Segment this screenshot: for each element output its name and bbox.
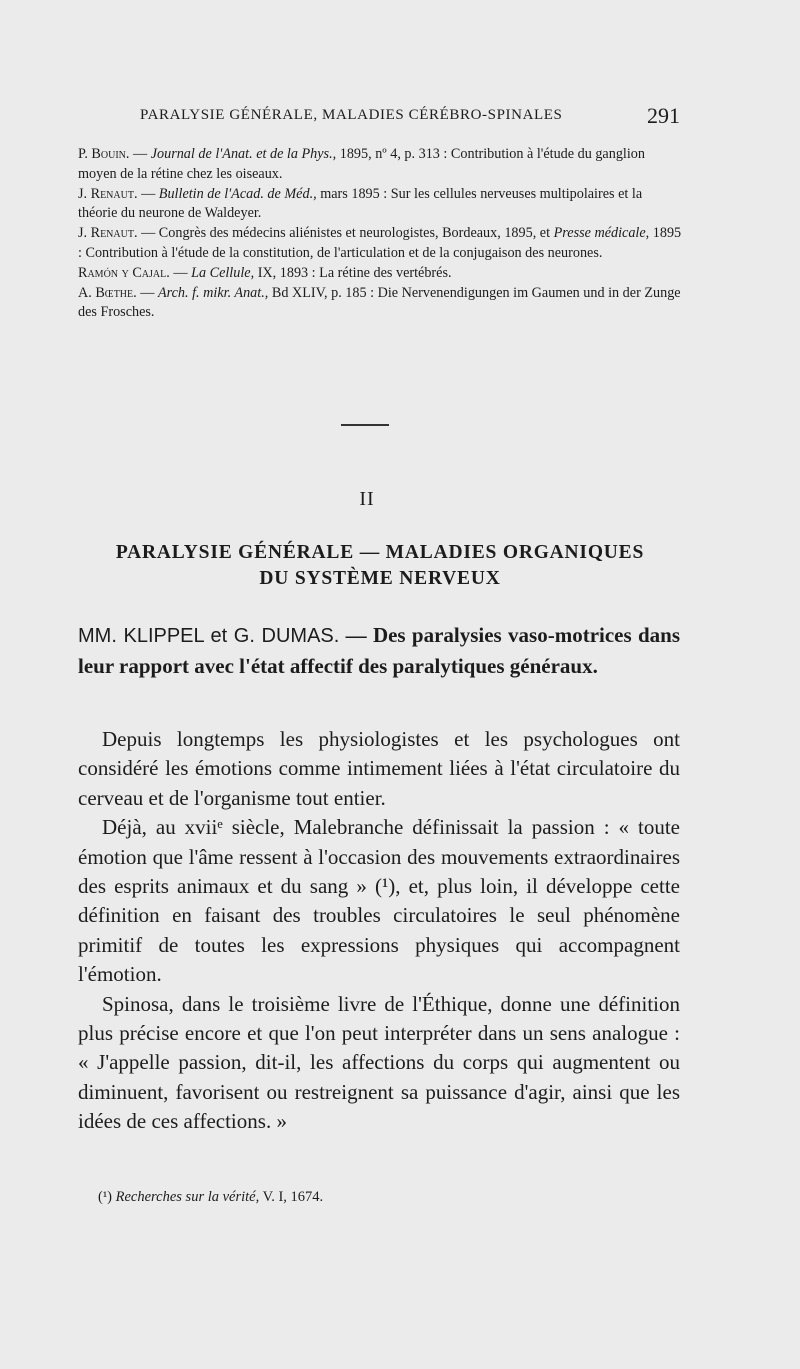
reference-text: 1895, nº 4, p. 313 : Contribution à l'étude du ganglion moyen de la rétine chez les oiseaux. (78, 146, 645, 182)
footnote (98, 1189, 323, 1206)
running-title: PARALYSIE GÉNÉRALE, MALADIES CÉRÉBRO-SPINALES (140, 107, 563, 123)
body-paragraph: Déjà, au xviiᵉ siècle, Malebranche définissait la passion : « toute émotion que l'âme ressent à l'occasion des mouvements extraordinaires des esprits animaux et du sang » (¹), et, plus loin, il développe cette définition en faisant des troubles circulatoires le seul phénomène primitif de toutes les expressions physiques qui accompagnent l'émotion. (78, 815, 680, 987)
section-title-line: DU SYSTÈME NERVEUX (259, 568, 501, 589)
article-title: Des paralysies vaso-motrices dans leur rapport avec l'état affectif des paralytiques généraux. (78, 623, 680, 678)
reference-journal: Journal de l'Anat. et de la Phys., (150, 146, 337, 162)
section-title (80, 540, 680, 592)
reference-journal: Presse médicale, (553, 225, 650, 242)
reference-separator: — (129, 146, 151, 162)
reference-journal: Bulletin de l'Acad. de Méd., (158, 185, 317, 202)
footnote-detail: V. I, 1674. (259, 1189, 324, 1205)
reference-journal: La Cellule, (191, 264, 255, 281)
reference-author: J. Renaut. (78, 225, 138, 242)
reference-text: mars 1895 : Sur les cellules nerveuses multipolaires et la théorie du neurone de Waldeyer. (78, 185, 643, 222)
article-dash: — (339, 623, 373, 647)
footnote-marker: (¹) (98, 1189, 113, 1205)
article-body (78, 725, 680, 1137)
reference-entry (78, 145, 683, 185)
section-number: II (359, 488, 375, 510)
reference-text: 1895 : Contribution à l'étude de la constitution, de l'articulation et de la conjugaison des neurones. (78, 225, 682, 261)
section-divider-rule (341, 424, 389, 426)
body-paragraph: Spinosa, dans le troisième livre de l'Éthique, donne une définition plus précise encore et que l'on peut interpréter dans un sens analogue : « J'appelle passion, dit-il, les affections du corps qui augmentent ou diminuent, favorisent ou restreignent sa puissance d'agir, ainsi que les idées de ces affections. » (78, 991, 680, 1134)
body-paragraph: Depuis longtemps les physiologistes et les psychologues ont considéré les émotions comme intimement liées à l'état circulatoire du cerveau et de l'organisme tout entier. (78, 727, 680, 810)
reference-author: P. Bouin. (78, 146, 130, 162)
reference-separator: — (137, 185, 159, 202)
article-heading (78, 620, 680, 681)
reference-text: Bd XLIV, p. 185 : Die Nervenendigungen im Gaumen und in der Zunge des Frosches. (78, 284, 681, 321)
reference-entry (78, 185, 683, 225)
reference-separator: — Congrès des médecins aliénistes et neurologistes, Bordeaux, 1895, et (137, 225, 554, 242)
reference-list (78, 145, 683, 323)
reference-entry (78, 284, 683, 324)
reference-author: J. Renaut. (78, 185, 138, 202)
article-authors: MM. KLIPPEL et G. DUMAS. (78, 625, 340, 647)
reference-text: IX, 1893 : La rétine des vertébrés. (254, 264, 452, 281)
reference-author: A. Bœthe. (78, 284, 137, 301)
reference-separator: — (136, 284, 158, 301)
reference-journal: Arch. f. mikr. Anat., (157, 284, 269, 301)
reference-entry (78, 264, 683, 284)
reference-author: Ramón y Cajal. (78, 264, 170, 281)
footnote-work: Recherches sur la vérité, (115, 1189, 260, 1205)
section-title-line: PARALYSIE GÉNÉRALE — MALADIES ORGANIQUES (115, 542, 645, 563)
reference-separator: — (169, 264, 192, 281)
page-number: 291 (647, 103, 680, 128)
running-header (140, 103, 680, 133)
reference-entry (78, 224, 683, 264)
